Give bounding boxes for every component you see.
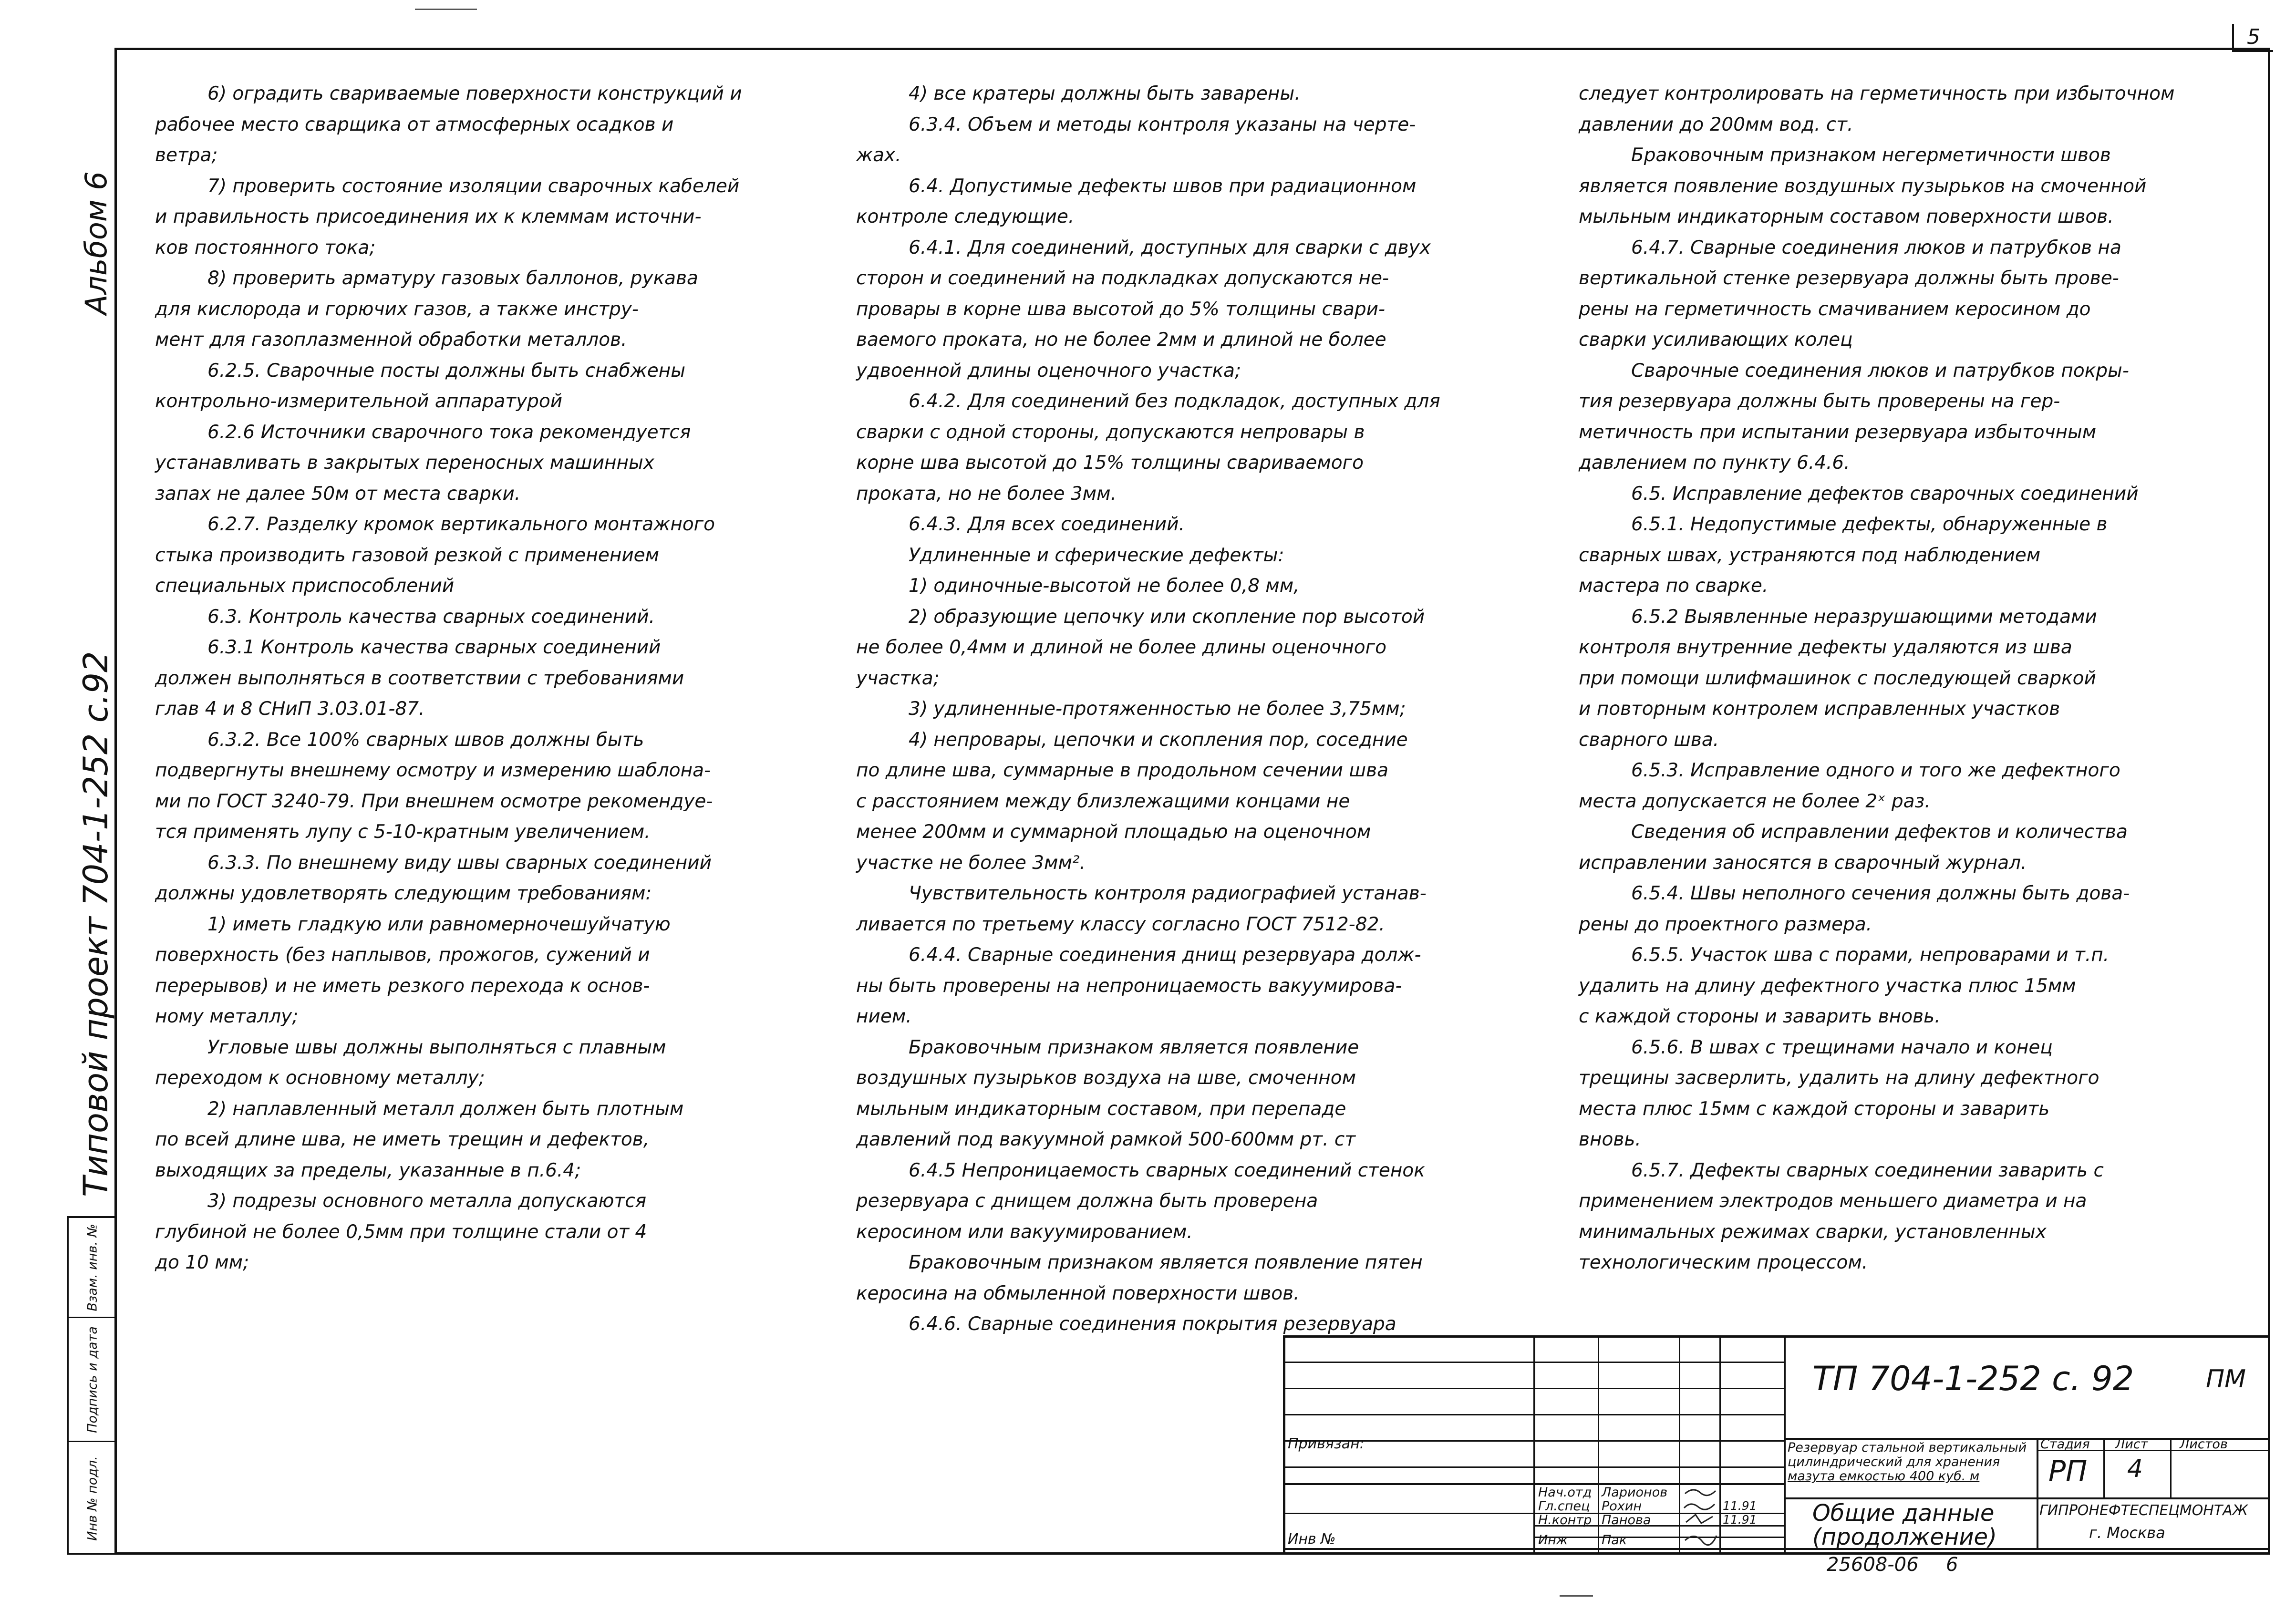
archive-sheet: 6 [1946, 1554, 1958, 1576]
text-line: 3) удлиненные-протяженностью не более 3,75мм; [909, 698, 1406, 720]
text-line: технологическим процессом. [1579, 1252, 1868, 1273]
text-line: 6.5.7. Дефекты сварных соединении заварить с [1631, 1159, 2104, 1181]
text-line: 6.4.4. Сварные соединения днищ резервуара долж- [909, 944, 1421, 966]
role-4: Инж [1538, 1533, 1568, 1548]
text-line: Сведения об исправлении дефектов и количества [1631, 821, 2128, 843]
text-line: 6.5.1. Недопустимые дефекты, обнаруженные в [1631, 514, 2108, 535]
org-city: г. Москва [2089, 1524, 2165, 1542]
text-line: вновь. [1579, 1129, 1641, 1150]
text-line: сварки с одной стороны, допускаются непровары в [856, 421, 1365, 443]
text-line: 6.4.2. Для соединений без подкладок, доступных для [909, 391, 1440, 412]
date-2: 11.91 [1723, 1499, 1757, 1513]
text-line: 6.5.6. В швах с трещинами начало и конец [1631, 1036, 2053, 1058]
date-3: 11.91 [1723, 1513, 1757, 1527]
text-line: для кислорода и горючих газов, а также инстру- [155, 298, 639, 320]
text-line: мастера по сварке. [1579, 575, 1769, 597]
sheet-value: 4 [2127, 1455, 2143, 1483]
text-line: сварного шва. [1579, 729, 1719, 751]
stamp-inv-label: Инв № подл. [85, 1456, 100, 1541]
inv-no-label: Инв № [1288, 1531, 1336, 1548]
text-line: 6.4. Допустимые дефекты швов при радиационном [909, 175, 1417, 197]
text-line: провары в корне шва высотой до 5% толщины свари- [856, 298, 1386, 320]
text-line: удвоенной длины оценочного участка; [856, 360, 1241, 382]
text-line: 6.4.6. Сварные соединения покрытия резервуара [909, 1313, 1396, 1335]
text-line: сторон и соединений на подкладках допускаются не- [856, 268, 1389, 289]
text-line: 6.2.5. Сварочные посты должны быть снабжены [207, 360, 686, 382]
text-line: Чувствительность контроля радиографией устанав- [909, 883, 1427, 904]
object-title-2: цилиндрический для хранения [1788, 1455, 2000, 1469]
text-line: участке не более 3мм². [856, 852, 1086, 874]
text-line: ному металлу; [155, 1006, 299, 1027]
text-line: тия резервуара должны быть проверены на гер- [1579, 391, 2060, 412]
role-2: Гл.спец [1538, 1499, 1590, 1514]
text-column-3 [1579, 79, 2174, 1279]
text-line: участка; [856, 667, 940, 689]
name-1: Ларионов [1602, 1485, 1668, 1500]
text-line: 6) оградить свариваемые поверхности конструкций и [207, 83, 742, 104]
text-line: 7) проверить состояние изоляции сварочных кабелей [207, 175, 740, 197]
text-line: керосином или вакуумированием. [856, 1221, 1193, 1243]
text-line: 6.5.4. Швы неполного сечения должны быть дова- [1631, 883, 2130, 904]
text-line: следует контролировать на герметичность при избыточном [1579, 83, 2175, 104]
sheets-header: Листов [2180, 1437, 2228, 1452]
text-line: керосина на обмыленной поверхности швов. [856, 1282, 1300, 1304]
text-line: нием. [856, 1006, 912, 1027]
text-line: контроля внутренние дефекты удаляются из шва [1579, 637, 2072, 658]
text-line: должен выполняться в соответствии с требованиями [155, 667, 684, 689]
stamp-vzam-label: Взам. инв. № [85, 1223, 100, 1311]
text-line: мент для газоплазменной обработки металлов. [155, 329, 627, 351]
text-line: минимальных режимах сварки, установленных [1579, 1221, 2047, 1243]
top-edge-mark [415, 9, 477, 10]
text-line: 6.5.5. Участок шва с порами, непроварами и т.п. [1631, 944, 2110, 966]
text-line: контрольно-измерительной аппаратурой [155, 391, 563, 412]
text-line: 6.4.3. Для всех соединений. [909, 514, 1185, 535]
text-line: с каждой стороны и заварить вновь. [1579, 1006, 1941, 1027]
text-line: ливается по третьему классу согласно ГОСТ 7512-82. [856, 913, 1385, 935]
sheet-header: Лист [2115, 1437, 2148, 1452]
text-line: ны быть проверены на непроницаемость вакуумирова- [856, 975, 1402, 997]
text-line: сварных швах, устраняются под наблюдением [1579, 544, 2041, 566]
text-line: ков постоянного тока; [155, 237, 376, 258]
text-line: 6.4.5 Непроницаемость сварных соединений стенок [909, 1159, 1425, 1181]
text-line: применением электродов меньшего диаметра и на [1579, 1190, 2087, 1212]
text-line: 6.3.4. Объем и методы контроля указаны на черте- [909, 114, 1416, 135]
text-line: глубиной не более 0,5мм при толщине стали от 4 [155, 1221, 647, 1243]
margin-stamp [67, 1216, 114, 1555]
text-line: ваемого проката, но не более 2мм и длиной не более [856, 329, 1386, 351]
text-line: 6.2.6 Источники сварочного тока рекомендуется [207, 421, 691, 443]
title-doc-code: ТП 704-1-252 с. 92 [1812, 1359, 2134, 1398]
text-line: устанавливать в закрытых переносных машинных [155, 452, 654, 474]
text-column-1 [155, 79, 742, 1279]
text-line: давлении до 200мм вод. ст. [1579, 114, 1853, 135]
text-line: резервуара с днищем должна быть проверена [856, 1190, 1318, 1212]
bottom-edge-mark [1560, 1595, 1593, 1597]
object-title-3: мазута емкостью 400 куб. м [1788, 1469, 1980, 1484]
text-line: специальных приспособлений [155, 575, 455, 597]
text-line: стыка производить газовой резкой с применением [155, 544, 660, 566]
text-line: тся применять лупу с 5-10-кратным увеличением. [155, 821, 651, 843]
text-line: поверхность (без наплывов, прожогов, сужений и [155, 944, 650, 966]
sheet-title-2: (продолжение) [1812, 1524, 1997, 1550]
text-line: 4) все кратеры должны быть заварены. [909, 83, 1301, 104]
text-line: выходящих за пределы, указанные в п.6.4; [155, 1159, 581, 1181]
text-line: контроле следующие. [856, 206, 1075, 227]
text-line: должны удовлетворять следующим требованиям: [155, 883, 652, 904]
text-line: 6.4.1. Для соединений, доступных для сварки с двух [909, 237, 1431, 258]
text-line: корне шва высотой до 15% толщины свариваемого [856, 452, 1364, 474]
text-line: давлением по пункту 6.4.6. [1579, 452, 1850, 474]
text-line: с расстоянием между близлежащими концами не [856, 790, 1350, 812]
title-doc-suffix: ПМ [2206, 1365, 2246, 1393]
text-line: 3) подрезы основного металла допускаются [207, 1190, 647, 1212]
name-4: Пак [1602, 1533, 1627, 1548]
album-label: Альбом 6 [79, 171, 114, 315]
text-line: давлений под вакуумной рамкой 500-600мм рт. ст [856, 1129, 1356, 1150]
text-line: 6.5.2 Выявленные неразрушающими методами [1631, 606, 2097, 628]
text-line: сварки усиливающих колец [1579, 329, 1853, 351]
text-line: метичность при испытании резервуара избыточным [1579, 421, 2097, 443]
text-line: является появление воздушных пузырьков на смоченной [1579, 175, 2147, 197]
text-line: Браковочным признаком является появление пятен [909, 1252, 1423, 1273]
text-column-2 [856, 79, 1440, 1340]
text-line: проката, но не более 3мм. [856, 483, 1117, 505]
text-line: Удлиненные и сферические дефекты: [909, 544, 1284, 566]
text-line: Браковочным признаком негерметичности швов [1631, 144, 2111, 166]
text-line: Браковочным признаком является появление [909, 1036, 1359, 1058]
stage-header: Стадия [2040, 1437, 2090, 1452]
text-line: вертикальной стенке резервуара должны быть прове- [1579, 268, 2119, 289]
signatures [1681, 1484, 1719, 1548]
project-label: Типовой проект 704-1-252 с.92 [76, 651, 115, 1197]
object-title-1: Резервуар стальной вертикальный [1788, 1440, 2027, 1455]
text-line: 2) наплавленный металл должен быть плотным [207, 1098, 684, 1120]
text-line: рены до проектного размера. [1579, 913, 1872, 935]
role-3: Н.контр [1538, 1513, 1592, 1527]
text-line: мыльным индикаторным составом, при перепаде [856, 1098, 1346, 1120]
text-line: рабочее место сварщика от атмосферных осадков и [155, 114, 674, 135]
text-line: 6.5.3. Исправление одного и того же дефектного [1631, 760, 2120, 781]
text-line: запах не далее 50м от места сварки. [155, 483, 521, 505]
stamp-cell-inv [69, 1442, 116, 1555]
text-line: 1) одиночные-высотой не более 0,8 мм, [909, 575, 1300, 597]
text-line: воздушных пузырьков воздуха на шве, смоченном [856, 1067, 1356, 1089]
text-line: ми по ГОСТ 3240-79. При внешнем осмотре рекомендуе- [155, 790, 713, 812]
text-line: 6.3. Контроль качества сварных соединений. [207, 606, 655, 628]
stamp-cell-signature [69, 1318, 116, 1442]
text-line: 1) иметь гладкую или равномерночешуйчатую [207, 913, 671, 935]
text-line: Сварочные соединения люков и патрубков покры- [1631, 360, 2129, 382]
text-line: и правильность присоединения их к клеммам источни- [155, 206, 702, 227]
archive-number: 25608-06 [1827, 1554, 1919, 1576]
privyazan-label: Привязан: [1288, 1435, 1365, 1452]
text-line: 4) непровары, цепочки и скопления пор, соседние [909, 729, 1408, 751]
text-line: и повторным контролем исправленных участков [1579, 698, 2060, 720]
text-line: рены на герметичность смачиванием керосином до [1579, 298, 2091, 320]
text-line: 6.5. Исправление дефектов сварочных соединений [1631, 483, 2139, 505]
text-line: 6.2.7. Разделку кромок вертикального монтажного [207, 514, 715, 535]
stamp-signature-label: Подпись и дата [85, 1326, 100, 1433]
stamp-cell-vzam [69, 1218, 116, 1318]
text-line: места плюс 15мм с каждой стороны и заварить [1579, 1098, 2050, 1120]
text-line: перерывов) и не иметь резкого перехода к основ- [155, 975, 650, 997]
name-3: Панова [1602, 1513, 1651, 1527]
text-line: 6.3.1 Контроль качества сварных соединений [207, 637, 661, 658]
text-line: мыльным индикаторным составом поверхности швов. [1579, 206, 2114, 227]
text-line: менее 200мм и суммарной площадью на оценочном [856, 821, 1371, 843]
text-line: до 10 мм; [155, 1252, 249, 1273]
text-line: жах. [856, 144, 901, 166]
text-line: 6.4.7. Сварные соединения люков и патрубков на [1631, 237, 2121, 258]
text-line: не более 0,4мм и длиной не более длины оценочного [856, 637, 1387, 658]
stage-value: РП [2048, 1455, 2088, 1488]
text-line: трещины засверлить, удалить на длину дефектного [1579, 1067, 2099, 1089]
text-line: исправлении заносятся в сварочный журнал. [1579, 852, 2027, 874]
text-line: 6.3.2. Все 100% сварных швов должны быть [207, 729, 644, 751]
text-line: Угловые швы должны выполняться с плавным [207, 1036, 666, 1058]
text-line: глав 4 и 8 СНиП 3.03.01-87. [155, 698, 425, 720]
name-2: Рохин [1602, 1499, 1642, 1514]
text-line: подвергнуты внешнему осмотру и измерению шаблона- [155, 760, 711, 781]
text-line: 2) образующие цепочку или скопление пор высотой [909, 606, 1425, 628]
text-line: ветра; [155, 144, 218, 166]
text-line: 6.3.3. По внешнему виду швы сварных соединений [207, 852, 712, 874]
text-line: по длине шва, суммарные в продольном сечении шва [856, 760, 1388, 781]
text-line: места допускается не более 2ˣ раз. [1579, 790, 1931, 812]
page-number: 5 [2232, 24, 2273, 52]
text-line: переходом к основному металлу; [155, 1067, 485, 1089]
sheet-title-1: Общие данные [1812, 1500, 1995, 1527]
text-line: по всей длине шва, не иметь трещин и дефектов, [155, 1129, 650, 1150]
title-block [1283, 1335, 2270, 1555]
org-name: ГИПРОНЕФТЕСПЕЦМОНТАЖ [2039, 1502, 2248, 1519]
text-line: 8) проверить арматуру газовых баллонов, рукава [207, 268, 698, 289]
role-1: Нач.отд [1538, 1485, 1592, 1500]
text-line: удалить на длину дефектного участка плюс 15мм [1579, 975, 2076, 997]
text-line: при помощи шлифмашинок с последующей сваркой [1579, 667, 2096, 689]
